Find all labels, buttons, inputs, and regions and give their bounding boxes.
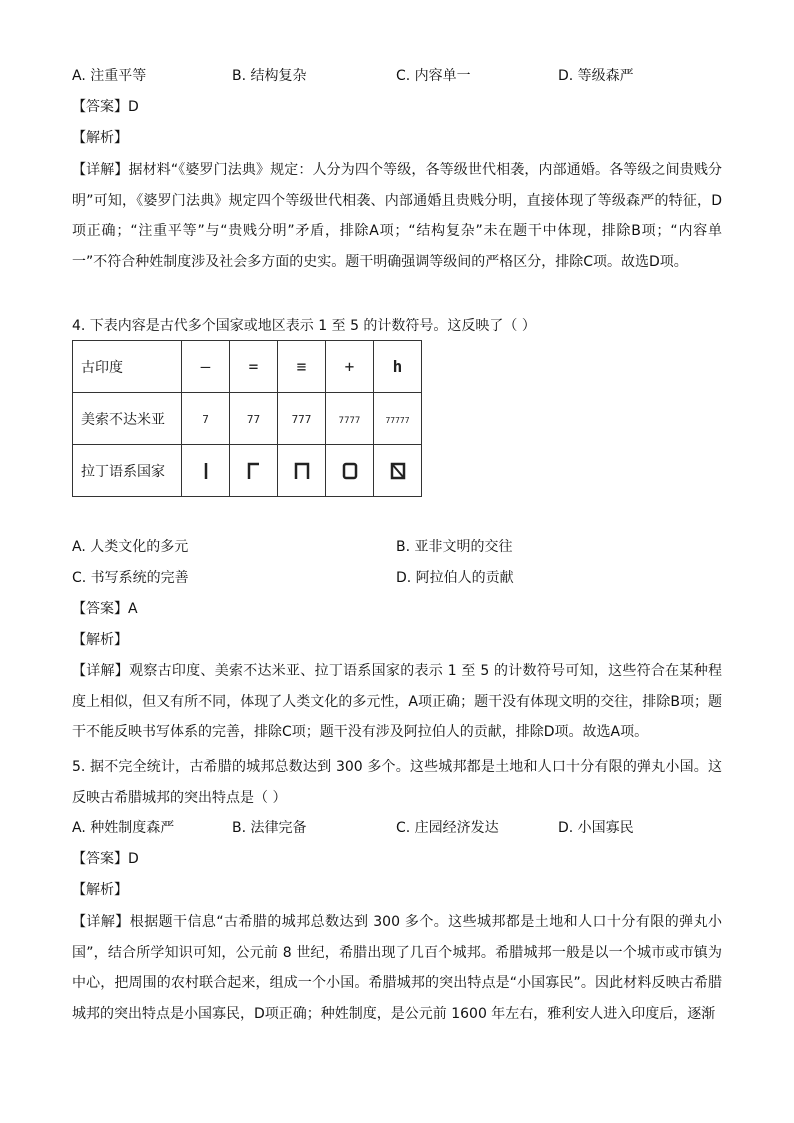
q4-option-d: D. 阿拉伯人的贡献: [396, 570, 514, 586]
latin-glyph-1: [198, 461, 214, 481]
india-numeral-3: ≡: [278, 341, 326, 393]
table-row: [73, 445, 422, 497]
q3-analysis-label: 【解析】: [72, 130, 128, 146]
answer-label: 【答案】: [72, 99, 128, 115]
cuneiform-numeral-3: 777: [278, 393, 326, 445]
numeral-table: [72, 340, 422, 497]
latin-glyph-4: [341, 461, 359, 481]
detail-label: 【详解】: [72, 914, 130, 930]
latin-glyph-2: [246, 461, 262, 481]
q4-answer: [72, 601, 138, 617]
q4-option-c: C. 书写系统的完善: [72, 570, 189, 586]
detail-text: 观察古印度、美索不达米亚、拉丁语系国家的表示 1 至 5 的计数符号可知，这些符合在某种程度上相似，但又有所不同，体现了人类文化的多元性，A项正确；题干没有体现文明的交往，排除B项；题干不能反映书写体系的完善，排除C项；题干没有涉及阿拉伯人的贡献，排除D项。故选A项。: [72, 663, 722, 740]
latin-numeral-1: [182, 445, 230, 497]
table-row: [73, 393, 422, 445]
q5-option-d: D. 小国寡民: [558, 820, 634, 836]
india-numeral-5: h: [374, 341, 422, 393]
q4-stem: 4. 下表内容是古代多个国家或地区表示 1 至 5 的计数符号。这反映了（ ）: [72, 318, 536, 334]
q3-detail: [72, 155, 722, 277]
q5-analysis-label: 【解析】: [72, 882, 128, 898]
india-numeral-1: —: [182, 341, 230, 393]
q5-stem: 5. 据不完全统计，古希腊的城邦总数达到 300 多个。这些城邦都是土地和人口十分有限的弹丸小国。这反映古希腊城邦的突出特点是（ ）: [72, 759, 722, 806]
latin-numeral-5: [374, 445, 422, 497]
row-label-india: 古印度: [73, 341, 182, 393]
answer-value: D: [128, 99, 139, 115]
cuneiform-numeral-1: 7: [182, 393, 230, 445]
latin-numeral-4: [326, 445, 374, 497]
q4-option-a: A. 人类文化的多元: [72, 539, 189, 555]
latin-numeral-3: [278, 445, 326, 497]
q5-option-b: B. 法律完备: [232, 820, 307, 836]
q4-detail: [72, 656, 722, 748]
answer-value: A: [128, 601, 138, 617]
table-row: [73, 341, 422, 393]
latin-glyph-3: [293, 461, 311, 481]
q5-option-c: C. 庄园经济发达: [396, 820, 499, 836]
latin-numeral-2: [230, 445, 278, 497]
cuneiform-numeral-4: 7777: [326, 393, 374, 445]
q3-option-a: A. 注重平等: [72, 68, 147, 84]
india-numeral-2: =: [230, 341, 278, 393]
q5-detail: [72, 907, 722, 1029]
detail-text: 根据题干信息“古希腊的城邦总数达到 300 多个。这些城邦都是土地和人口十分有限的弹丸小国”，结合所学知识可知，公元前 8 世纪，希腊出现了几百个城邦。希腊城邦一般是以一个城市或市镇为中心，把周围的农村联合起来，组成一个小国。希腊城邦的突出特点是“小国寡民”。因此材料反映古希腊城邦的突出特点是小国寡民，D项正确；种姓制度，是公元前 1600 年左右，雅利安人进入印度后，逐渐: [72, 914, 723, 1022]
cuneiform-numeral-5: 77777: [374, 393, 422, 445]
row-label-latin: 拉丁语系国家: [73, 445, 182, 497]
cuneiform-numeral-2: 77: [230, 393, 278, 445]
answer-label: 【答案】: [72, 601, 128, 617]
detail-text: 据材料“《婆罗门法典》规定：人分为四个等级，各等级世代相袭，内部通婚。各等级之间贵贱分明”可知，《婆罗门法典》规定四个等级世代相袭、内部通婚且贵贱分明，直接体现了等级森严的特征，D项正确；“注重平等”与“贵贱分明”矛盾，排除A项；“结构复杂”未在题干中体现，排除B项；“内容单一”不符合种姓制度涉及社会多方面的史实。题干明确强调等级间的严格区分，排除C项。故选D项。: [72, 162, 722, 270]
answer-label: 【答案】: [72, 851, 128, 867]
detail-label: 【详解】: [72, 162, 129, 178]
q4-option-b: B. 亚非文明的交往: [396, 539, 513, 555]
q5-answer: [72, 851, 139, 867]
q3-option-d: D. 等级森严: [558, 68, 634, 84]
q3-option-b: B. 结构复杂: [232, 68, 307, 84]
answer-value: D: [128, 851, 139, 867]
q3-option-c: C. 内容单一: [396, 68, 471, 84]
q5-option-a: A. 种姓制度森严: [72, 820, 175, 836]
q3-answer: [72, 99, 139, 115]
row-label-mesopotamia: 美索不达米亚: [73, 393, 182, 445]
india-numeral-4: +: [326, 341, 374, 393]
detail-label: 【详解】: [72, 663, 130, 679]
latin-glyph-5: [389, 461, 407, 481]
q4-analysis-label: 【解析】: [72, 632, 128, 648]
